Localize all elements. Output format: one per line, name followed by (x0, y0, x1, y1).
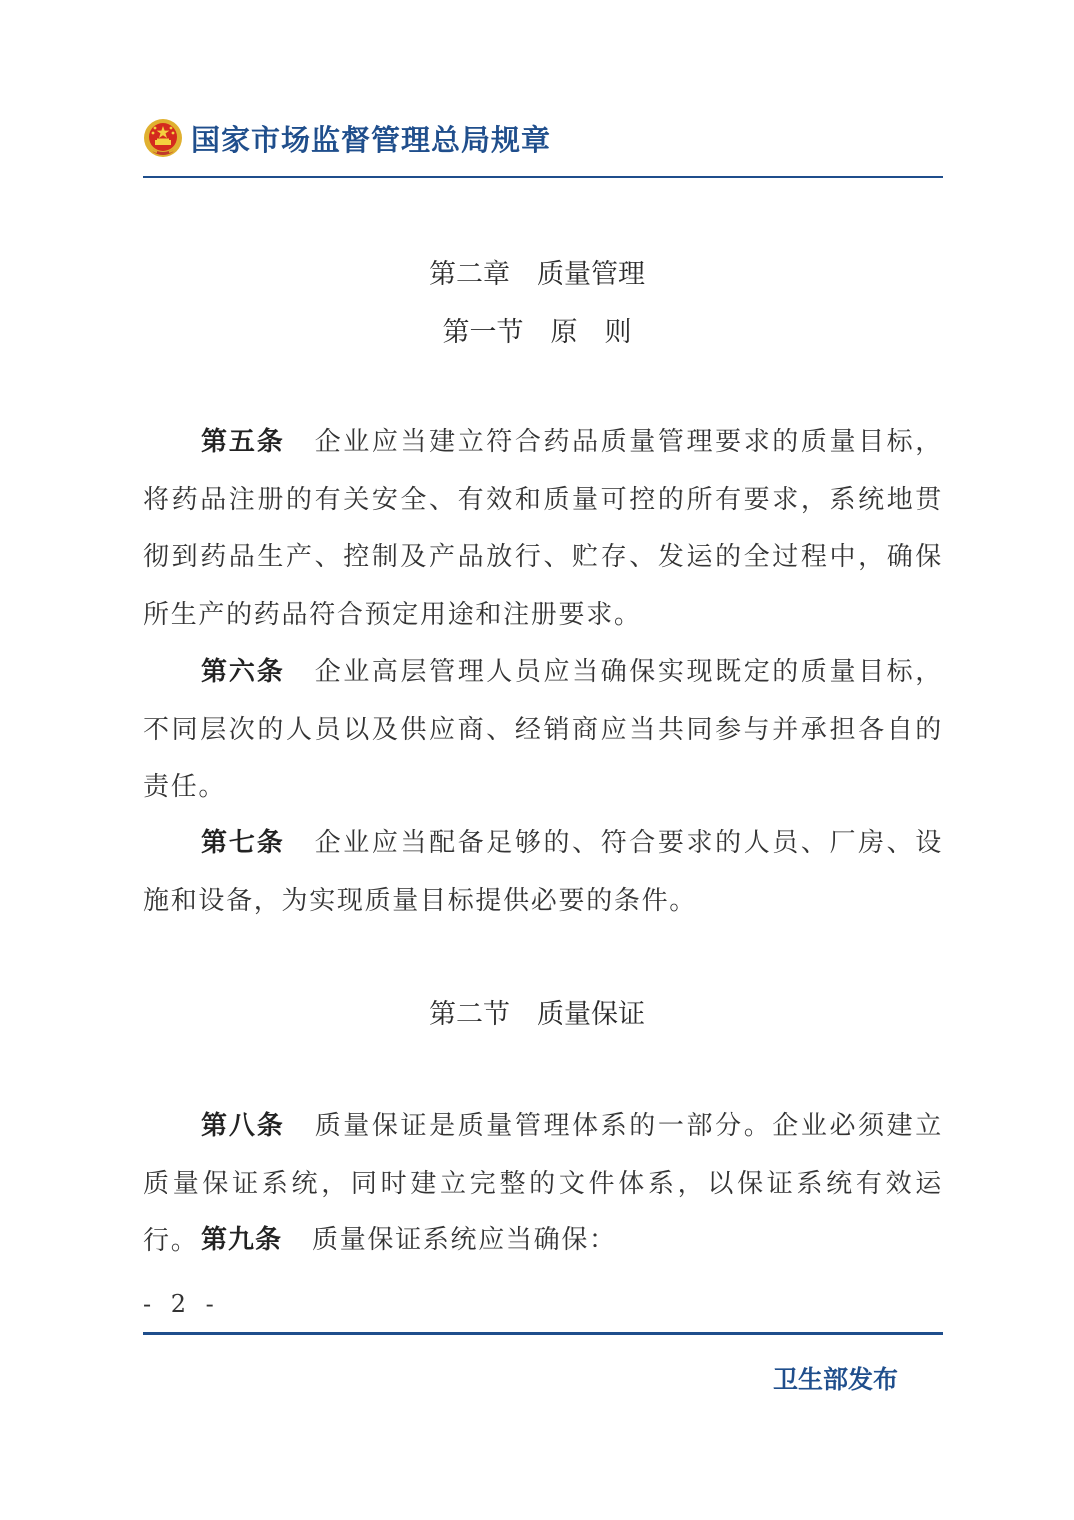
article-text: 企业应当建立符合药品质量管理要求的质量目标，将药品注册的有关安全、有效和质量可控的所有要求，系统地贯彻到药品生产、控制及产品放行、贮存、发运的全过程中，确保所生产的药品符合预定用途和注册要求。 (143, 427, 943, 630)
page-number: - 2 - (143, 1290, 220, 1318)
article-label: 第六条 (201, 657, 285, 687)
header-divider (143, 176, 943, 178)
section-title-2: 第二节 质量保证 (429, 999, 645, 1030)
article-6 (143, 644, 943, 817)
document-header (143, 112, 551, 164)
article-label: 第八条 (201, 1111, 285, 1141)
chapter-title: 第二章 质量管理 (429, 259, 645, 290)
article-label: 第七条 (201, 828, 285, 858)
section-title-1: 第一节 原 则 (442, 317, 632, 348)
header-title: 国家市场监督管理总局规章 (191, 122, 552, 157)
article-label: 第五条 (201, 427, 285, 457)
article-7 (143, 815, 943, 930)
footer-publisher: 卫生部发布 (773, 1365, 899, 1394)
article-text: 质量保证系统应当确保： (312, 1225, 617, 1255)
article-9 (143, 1212, 943, 1270)
footer-divider (143, 1332, 943, 1335)
article-label: 第九条 (201, 1225, 283, 1255)
national-emblem-icon (143, 118, 183, 158)
article-text: 企业高层管理人员应当确保实现既定的质量目标，不同层次的人员以及供应商、经销商应当共同参与并承担各自的责任。 (143, 657, 943, 802)
article-text: 企业应当配备足够的、符合要求的人员、厂房、设施和设备，为实现质量目标提供必要的条件。 (143, 828, 943, 916)
article-text: 质量保证是质量管理体系的一部分。企业必须建立质量保证系统，同时建立完整的文件体系，以保证系统有效运行。 (143, 1111, 943, 1256)
article-5 (143, 414, 943, 644)
